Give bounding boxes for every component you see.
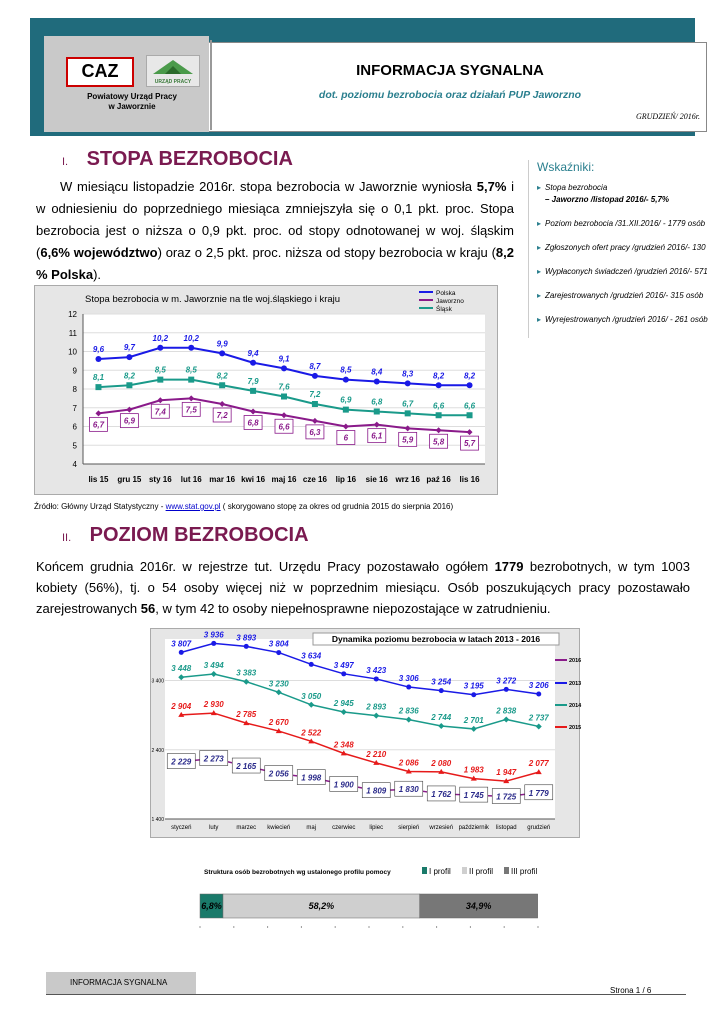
source-text: Źródło: Główny Urząd Statystyczny -	[34, 502, 166, 511]
data-label: 6,8	[247, 418, 259, 428]
data-label: 3 497	[333, 660, 354, 670]
data-point	[312, 401, 318, 407]
data-label: 8,5	[154, 365, 166, 375]
data-point	[157, 345, 163, 351]
x-tick-label: sierpień	[398, 825, 420, 831]
data-point	[95, 356, 101, 362]
legend-label: III profil	[511, 867, 538, 876]
data-label: 9,1	[278, 354, 290, 364]
x-tick-label: lut 16	[180, 475, 202, 484]
data-point	[405, 380, 411, 386]
data-label: 6,6	[433, 401, 445, 411]
data-label: 1 745	[463, 791, 484, 801]
data-label: 6,9	[340, 395, 352, 405]
data-point	[536, 691, 541, 696]
y-tick-label: 11	[68, 328, 77, 338]
data-label: 8,7	[309, 361, 321, 371]
data-label: 3 494	[203, 661, 224, 671]
org-line-2: w Jaworznie	[108, 102, 156, 111]
unemployment-rate-chart	[34, 285, 498, 495]
y-tick-label: 3 400	[151, 678, 164, 685]
data-point	[95, 384, 101, 390]
data-label: 2 893	[366, 702, 387, 712]
legend-label: 2014	[569, 703, 582, 709]
y-tick-label: 5	[72, 441, 77, 451]
data-label: 3 807	[171, 639, 192, 649]
data-point	[250, 360, 256, 366]
data-point	[467, 382, 473, 388]
data-label: 6,7	[92, 420, 105, 430]
x-tick-label: gru 15	[117, 475, 142, 484]
data-point	[374, 409, 380, 415]
source-text: ( skorygowano stopę za okres od grudnia 2015 do sierpnia 2016)	[220, 502, 454, 511]
issue-date: GRUDZIEŃ/ 2016r.	[635, 112, 700, 121]
data-label: 8,2	[463, 371, 476, 381]
page-subtitle: dot. poziomu bezrobocia oraz działań PUP Jaworzno	[318, 89, 582, 101]
chart-title: Struktura osób bezrobotnych wg ustalonego profilu pomocy	[204, 869, 391, 876]
data-label: 2 836	[398, 706, 419, 716]
data-label: 1 900	[333, 780, 354, 790]
sidebar-heading: Wskaźniki:	[537, 160, 595, 174]
data-label: 3 423	[366, 665, 387, 675]
indicator-item: ▸ Zgłoszonych ofert pracy /grudzień 2016/- 130	[537, 242, 713, 254]
section-2-paragraph	[36, 556, 690, 619]
data-label: 3 195	[463, 681, 484, 691]
text: ) oraz o 2,5 pkt. proc. niższa od stopy bezrobocia w kraju (	[157, 245, 496, 260]
text: i w odniesieniu do poprzedniego miesiąca zmniejszyła się o 0,1 pkt. proc. Stopa bezrobocia jest o niższa o 0,9 pkt. proc. od stopy odnotowanej w woj. śląskim (	[36, 179, 515, 260]
data-label: 8,5	[185, 365, 197, 375]
legend-swatch	[462, 867, 467, 874]
x-tick-label: grudzień	[527, 825, 551, 831]
source-note	[34, 502, 453, 511]
legend-swatch	[422, 867, 427, 874]
data-label: 6,1	[371, 431, 383, 441]
data-label: 2 229	[171, 757, 192, 767]
data-label: 3 254	[431, 677, 452, 687]
legend-label: Jaworzno	[436, 298, 464, 305]
data-label: 1 779	[528, 788, 549, 798]
x-tick-label: sie 16	[365, 475, 388, 484]
legend-label: 2013	[569, 681, 582, 687]
data-label: 3 804	[268, 639, 289, 649]
data-point	[281, 394, 287, 400]
profile-structure-chart	[200, 866, 540, 938]
data-label: 7,5	[185, 405, 197, 415]
legend-label: Polska	[436, 290, 456, 297]
x-tick-label: lis 15	[88, 475, 109, 484]
x-tick-label: październik	[458, 825, 489, 831]
data-label: 2 165	[236, 762, 257, 772]
data-label: 2 080	[431, 758, 452, 768]
data-label: 2 737	[528, 713, 549, 723]
data-point	[250, 388, 256, 394]
data-label: 8,3	[402, 369, 414, 379]
data-label: 6	[343, 433, 349, 443]
x-tick-label: luty	[209, 825, 219, 831]
data-point	[343, 407, 349, 413]
data-point	[281, 365, 287, 371]
page-title: INFORMACJA SYGNALNA	[356, 62, 544, 79]
x-tick-label: marzec	[236, 825, 257, 831]
x-tick-label: czerwiec	[332, 825, 356, 831]
data-point	[406, 685, 411, 690]
data-label: 2 273	[203, 754, 224, 764]
text: Końcem grudnia 2016r. w rejestrze tut. Urzędu Pracy pozostawało ogółem	[36, 559, 495, 574]
data-label: 8,5	[340, 365, 352, 375]
data-label: 6,6	[278, 422, 290, 432]
data-label: 9,7	[123, 343, 135, 353]
x-tick-label: mar 16	[209, 475, 236, 484]
data-label: 8,2	[123, 371, 135, 381]
header-divider	[210, 40, 212, 130]
data-label: 2 670	[268, 718, 289, 728]
data-point	[405, 410, 411, 416]
data-label: 1 998	[301, 773, 322, 783]
data-label: 58,2%	[308, 901, 335, 911]
data-label: 2 077	[528, 759, 549, 769]
data-label: 3 230	[268, 679, 289, 689]
data-label: 7,2	[216, 411, 228, 420]
y-tick-label: 12	[68, 310, 77, 319]
data-point	[179, 650, 184, 655]
data-label: 7,9	[247, 376, 259, 386]
data-label: 8,4	[371, 367, 383, 377]
x-tick-label: paź 16	[426, 475, 451, 484]
data-label: 34,9%	[465, 901, 492, 911]
data-label: 3 634	[301, 651, 322, 661]
data-point	[436, 382, 442, 388]
indicator-item: ▸ Wypłaconych świadczeń /grudzień 2016/- 571	[537, 266, 713, 278]
caz-logo: CAZ	[66, 57, 134, 87]
x-tick-label: maj	[306, 825, 317, 831]
data-point	[436, 412, 442, 418]
section-number: II.	[62, 532, 72, 544]
data-point	[467, 412, 473, 418]
data-label: 2 348	[333, 740, 354, 750]
data-label: 3 893	[236, 633, 257, 643]
text-bold: 6,6% województwo	[40, 245, 158, 260]
text: W miesiącu listopadzie 2016r. stopa bezrobocia w Jaworznie wyniosła	[60, 179, 477, 194]
x-tick-label: styczeń	[171, 825, 192, 831]
arrow-icon	[147, 56, 199, 78]
legend-label: Śląsk	[436, 306, 452, 313]
data-point	[157, 377, 163, 383]
data-label: 1 809	[366, 786, 387, 796]
data-label: 2 744	[431, 712, 452, 722]
page-number: Strona 1 / 6	[610, 986, 652, 995]
unemployment-dynamics-svg	[151, 629, 582, 837]
x-tick-label: wrzesień	[429, 825, 454, 831]
text-bold: 8,2 % Polska	[36, 245, 514, 282]
indicator-item: ▸ Poziom bezrobocia /31.XII.2016/ - 1779 osób	[537, 218, 713, 230]
data-point	[312, 373, 318, 379]
text-bold: 5,7%	[476, 179, 507, 194]
footer-rule	[46, 994, 686, 995]
data-label: 8,2	[216, 371, 228, 381]
indicator-text: ▸ Stopa bezrobocia	[545, 183, 608, 192]
data-label: 8,1	[92, 373, 105, 383]
section-2-heading	[62, 524, 309, 547]
text: , w tym 42 to osoby niepełnosprawne niepozostające w zatrudnieniu.	[155, 601, 551, 616]
data-point	[374, 676, 379, 681]
unemployment-rate-svg	[35, 286, 497, 494]
data-label: 1 725	[496, 792, 517, 802]
y-tick-label: 6	[72, 422, 77, 432]
footer-label: INFORMACJA SYGNALNA	[70, 978, 168, 987]
data-label: 6,6	[463, 401, 476, 411]
text: bezrobotnych, w tym 1003 kobiety (56%), tj. o 54 osoby więcej niż w poprzednim miesiącu. Osób poszukujących pracy pozostawało zarejestrowanych	[36, 559, 690, 616]
data-label: 3 306	[398, 674, 419, 684]
legend-label: I profil	[429, 867, 451, 876]
legend-swatch	[504, 867, 509, 874]
unemployment-dynamics-chart	[150, 628, 580, 838]
data-label: 6,8	[371, 397, 383, 407]
data-label: 2 785	[236, 710, 257, 720]
data-label: 2 945	[333, 699, 354, 709]
data-point	[126, 382, 132, 388]
data-label: 6,7	[402, 399, 414, 409]
data-point	[188, 345, 194, 351]
section-1-paragraph	[36, 176, 514, 286]
org-line-1: Powiatowy Urząd Pracy	[87, 92, 177, 101]
data-point	[211, 641, 216, 646]
data-point	[439, 688, 444, 693]
data-point	[219, 382, 225, 388]
data-label: 1 830	[398, 785, 419, 795]
data-label: 10,2	[152, 333, 169, 343]
y-tick-label: 1 400	[151, 817, 164, 823]
data-point	[343, 377, 349, 383]
data-point	[471, 692, 476, 697]
org-name	[66, 92, 198, 112]
text-bold: 56	[140, 601, 156, 616]
data-label: 1 947	[496, 768, 517, 778]
data-label: 3 448	[171, 664, 192, 674]
data-label: 3 206	[528, 680, 549, 690]
x-tick-label: kwiecień	[267, 825, 291, 831]
data-point	[374, 379, 380, 385]
data-point	[126, 354, 132, 360]
data-label: 9,9	[216, 339, 228, 349]
data-label: 1 762	[431, 789, 452, 799]
data-label: 2 701	[463, 715, 484, 725]
y-tick-label: 2 400	[151, 747, 164, 754]
data-label: 9,4	[247, 348, 259, 358]
urzad-pracy-logo	[146, 55, 200, 87]
x-tick-label: wrz 16	[395, 475, 420, 484]
data-label: 3 383	[236, 668, 257, 678]
data-label: 6,8%	[201, 901, 222, 911]
data-point	[219, 350, 225, 356]
data-label: 2 056	[268, 769, 289, 779]
y-tick-label: 4	[72, 460, 77, 469]
x-tick-label: lip 16	[335, 475, 357, 484]
source-link[interactable]: www.stat.gov.pl	[165, 502, 221, 511]
indicator-item	[537, 182, 713, 206]
x-tick-label: lis 16	[459, 475, 480, 484]
x-tick-label: cze 16	[302, 475, 327, 484]
section-title: STOPA BEZROBOCIA	[86, 148, 293, 170]
data-label: 3 936	[203, 630, 224, 640]
indicator-text: – Jaworzno /listopad 2016/- 5,7%	[545, 195, 670, 204]
chart-title: Dynamika poziomu bezrobocia w latach 2013 - 2016	[331, 634, 541, 644]
data-label: 1 983	[463, 765, 484, 775]
legend-label: II profil	[469, 867, 494, 876]
data-label: 2 838	[496, 706, 517, 716]
x-tick-label: listopad	[495, 825, 517, 831]
x-tick-label: maj 16	[271, 475, 297, 484]
data-label: 5,7	[463, 439, 476, 449]
section-number: I.	[62, 156, 69, 168]
data-label: 2 904	[171, 701, 192, 711]
y-tick-label: 8	[72, 385, 77, 394]
data-label: 2 210	[366, 749, 387, 759]
text: ).	[93, 267, 102, 282]
data-label: 10,2	[183, 333, 200, 343]
y-tick-label: 9	[72, 366, 77, 376]
legend-label: 2015	[569, 725, 582, 731]
profile-structure-svg	[200, 866, 540, 938]
y-tick-label: 10	[68, 347, 77, 357]
y-tick-label: 7	[72, 403, 77, 413]
data-point	[188, 377, 194, 383]
indicator-item: ▸ Zarejestrowanych /grudzień 2016/- 315 osób	[537, 290, 713, 302]
data-label: 2 086	[398, 758, 419, 768]
indicators-sidebar	[528, 160, 713, 338]
data-label: 5,9	[402, 435, 414, 445]
data-point	[276, 650, 281, 655]
data-label: 9,6	[92, 345, 105, 354]
x-tick-label: sty 16	[148, 475, 172, 484]
section-1-heading	[62, 148, 293, 171]
legend-label: 2016	[569, 658, 582, 664]
data-label: 5,8	[433, 437, 445, 447]
indicator-item: ▸ Wyrejestrowanych /grudzień 2016/ - 261 osób	[537, 314, 713, 326]
chart-title: Stopa bezrobocia w m. Jaworznie na tle woj.śląskiego i kraju	[85, 294, 341, 305]
data-label: 3 050	[301, 691, 322, 701]
data-label: 6,9	[123, 416, 135, 426]
data-label: 2 522	[301, 728, 322, 738]
data-label: 3 272	[496, 676, 517, 686]
data-point	[309, 662, 314, 667]
data-label: 6,3	[309, 427, 321, 437]
text-bold: 1779	[494, 559, 524, 574]
data-label: 2 930	[203, 700, 224, 710]
data-point	[244, 644, 249, 649]
data-label: 7,6	[278, 382, 290, 392]
data-point	[341, 671, 346, 676]
logo-label: URZĄD PRACY	[154, 79, 192, 85]
x-tick-label: kwi 16	[241, 475, 266, 484]
x-tick-label: lipiec	[369, 825, 384, 831]
section-title: POZIOM BEZROBOCIA	[89, 524, 309, 546]
data-label: 8,2	[433, 371, 445, 381]
data-label: 7,4	[154, 407, 166, 417]
data-point	[504, 687, 509, 692]
data-label: 7,2	[309, 390, 321, 399]
